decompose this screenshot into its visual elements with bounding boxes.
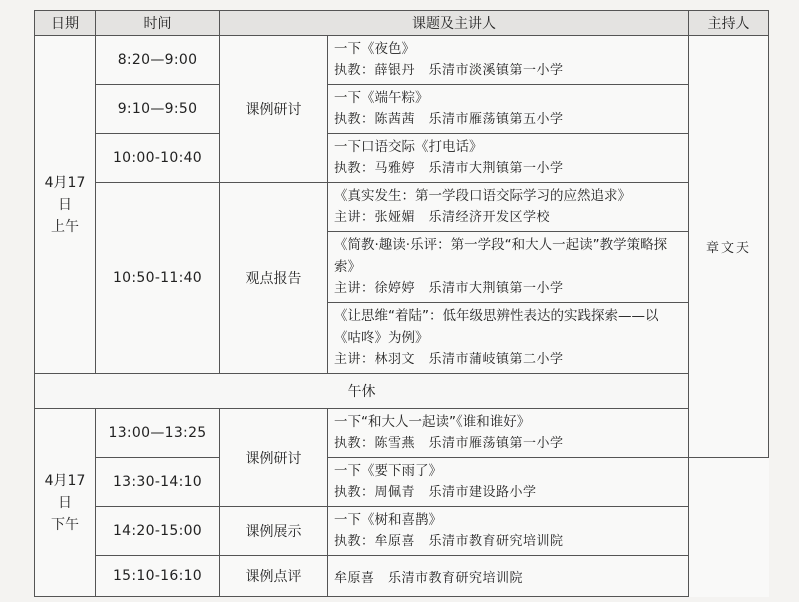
host-cell: 章文天 xyxy=(689,36,769,458)
topic-title: 一下口语交际《打电话》 xyxy=(334,139,483,155)
header-time: 时间 xyxy=(96,11,220,36)
table-row xyxy=(35,507,769,556)
header-date: 日期 xyxy=(35,11,96,36)
morning-date-cell xyxy=(35,36,96,374)
report-group-cell xyxy=(328,183,689,374)
topic-speaker: 执教：陈雪燕 乐清市雁荡镇第一小学 xyxy=(334,436,564,451)
table-row xyxy=(35,183,769,374)
category-cell: 课例研讨 xyxy=(220,409,328,507)
table-row xyxy=(35,458,769,507)
topic-speaker: 执教：陈茜茜 乐清市雁荡镇第五小学 xyxy=(334,112,564,127)
report-item xyxy=(328,183,688,232)
report-title: 《简教·趣读·乐评：第一学段“和大人一起读”教学策略探索》 xyxy=(334,237,668,275)
topic-speaker: 执教：马雅婷 乐清市大荆镇第一小学 xyxy=(334,161,564,176)
topic-speaker: 执教：牟原喜 乐清市教育研究培训院 xyxy=(334,534,564,549)
topic-cell xyxy=(328,409,689,458)
review-speaker: 牟原喜 乐清市教育研究培训院 xyxy=(328,556,689,597)
time-cell: 10:00-10:40 xyxy=(96,134,220,183)
report-item xyxy=(328,232,688,303)
topic-cell xyxy=(328,458,689,507)
category-cell: 观点报告 xyxy=(220,183,328,374)
time-cell: 15:10-16:10 xyxy=(96,556,220,597)
topic-title: 一下《夜色》 xyxy=(334,41,415,57)
schedule-table xyxy=(34,10,769,597)
table-row xyxy=(35,556,769,597)
report-speaker: 主讲：徐婷婷 乐清市大荆镇第一小学 xyxy=(334,281,564,296)
report-item xyxy=(328,303,688,373)
topic-title: 一下《端午粽》 xyxy=(334,90,429,106)
time-cell: 9:10—9:50 xyxy=(96,85,220,134)
lunch-cell: 午休 xyxy=(35,374,689,409)
time-cell: 8:20—9:00 xyxy=(96,36,220,85)
morning-date-line1: 4月17 xyxy=(44,174,86,191)
table-row xyxy=(35,85,769,134)
afternoon-date-cell xyxy=(35,409,96,597)
lunch-row xyxy=(35,374,769,409)
topic-cell xyxy=(328,134,689,183)
afternoon-date-line2: 日 xyxy=(58,494,72,511)
afternoon-date-line1: 4月17 xyxy=(44,472,86,489)
table-row xyxy=(35,134,769,183)
header-row xyxy=(35,11,769,36)
afternoon-date-line3: 下午 xyxy=(51,516,79,533)
time-cell: 14:20-15:00 xyxy=(96,507,220,556)
report-title: 《让思维“着陆”：低年级思辨性表达的实践探索——以《咕咚》为例》 xyxy=(334,308,659,346)
table-row xyxy=(35,409,769,458)
header-topic: 课题及主讲人 xyxy=(220,11,689,36)
report-speaker: 主讲：张娅媚 乐清经济开发区学校 xyxy=(334,210,551,225)
topic-cell xyxy=(328,507,689,556)
report-speaker: 主讲：林羽文 乐清市蒲岐镇第二小学 xyxy=(334,352,564,367)
topic-title: 一下《树和喜鹊》 xyxy=(334,512,442,528)
report-title: 《真实发生：第一学段口语交际学习的应然追求》 xyxy=(334,188,631,204)
topic-speaker: 执教：薛银丹 乐清市淡溪镇第一小学 xyxy=(334,63,564,78)
topic-title: 一下《要下雨了》 xyxy=(334,463,442,479)
time-cell: 13:30-14:10 xyxy=(96,458,220,507)
topic-cell xyxy=(328,36,689,85)
time-cell: 13:00—13:25 xyxy=(96,409,220,458)
morning-date-line2: 日 xyxy=(58,196,72,213)
category-cell: 课例点评 xyxy=(220,556,328,597)
table-row xyxy=(35,36,769,85)
topic-speaker: 执教：周佩青 乐清市建设路小学 xyxy=(334,485,537,500)
category-cell: 课例研讨 xyxy=(220,36,328,183)
morning-date-line3: 上午 xyxy=(51,218,79,235)
category-cell: 课例展示 xyxy=(220,507,328,556)
time-cell: 10:50-11:40 xyxy=(96,183,220,374)
topic-cell xyxy=(328,85,689,134)
topic-title: 一下“和大人一起读”《谁和谁好》 xyxy=(334,414,531,430)
header-host: 主持人 xyxy=(689,11,769,36)
